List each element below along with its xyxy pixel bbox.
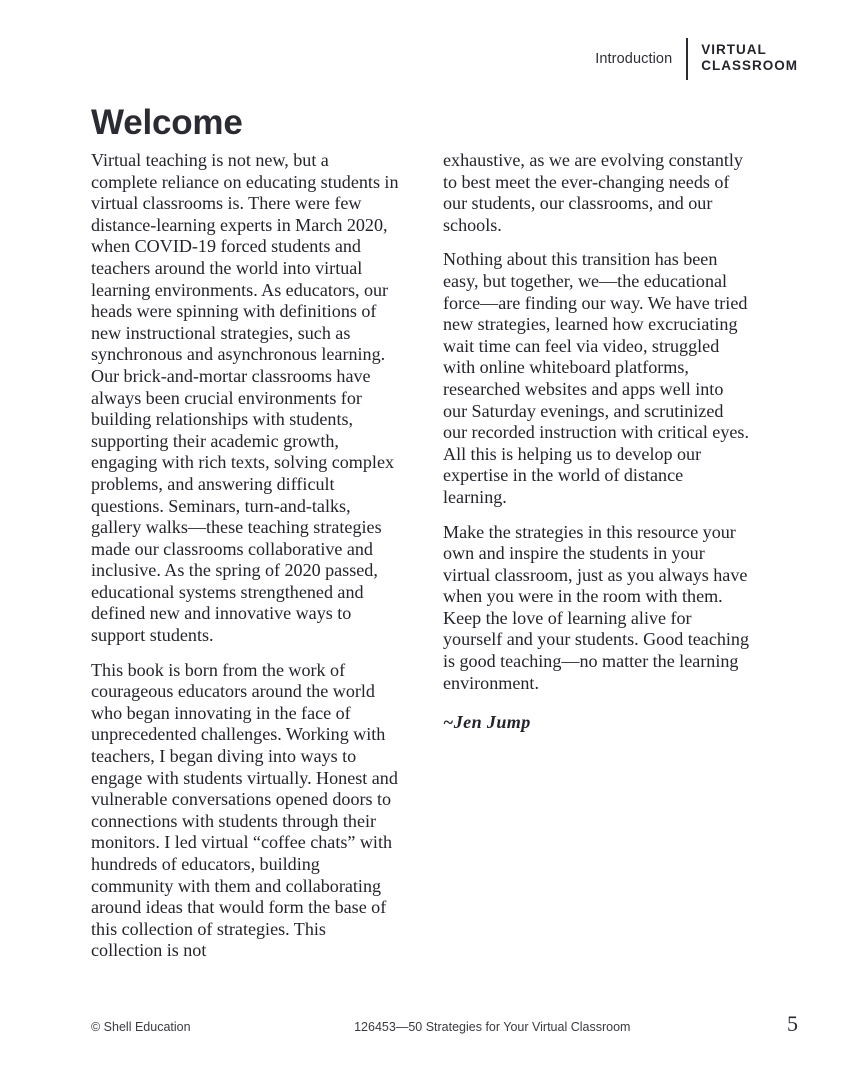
paragraph: Virtual teaching is not new, but a complete reliance on educating students in virtual classrooms is. There were few distance-learning experts in March 2020, when COVID-19 forced students and teachers around the world into virtual learning environments. As educators, our heads were spinning with definitions of new instructional strategies, such as synchronous and asynchronous learning. Our brick-and-mortar classrooms have always been crucial environments for building relationships with students, supporting their academic growth, engaging with rich texts, solving complex problems, and answering difficult questions. Seminars, turn-and-talks, gallery walks—these teaching strategies made our classrooms collaborative and inclusive. As the spring of 2020 passed, educational systems strengthened and defined new and innovative ways to support students. xyxy=(91,150,399,646)
paragraph: This book is born from the work of courageous educators around the world who began innovating in the face of unprecedented challenges. Working with teachers, I began diving into ways to engage with students virtually. Honest and vulnerable conversations opened doors to connections with students through their monitors. I led virtual “coffee chats” with hundreds of educators, building community with them and collaborating around ideas that would form the base of this collection of strategies. This collection is not xyxy=(91,659,398,961)
brand-line-2: CLASSROOM xyxy=(701,57,798,73)
body-columns xyxy=(91,150,751,962)
footer-copyright: © Shell Education xyxy=(91,1020,191,1034)
page-title: Welcome xyxy=(91,103,243,142)
running-head-brand xyxy=(688,38,798,73)
paragraph: exhaustive, as we are evolving constantly to best meet the ever-changing needs of our students, our classrooms, and our schools. xyxy=(443,150,743,235)
author-signature: ~Jen Jump xyxy=(443,712,531,733)
footer-title: 126453—50 Strategies for Your Virtual Classroom xyxy=(354,1020,631,1034)
page-footer xyxy=(91,1011,798,1037)
paragraph: Make the strategies in this resource your own and inspire the students in your virtual classroom, just as you always have when you were in the room with them. Keep the love of learning alive for yourself and your students. Good teaching is good teaching—no matter the learning environment. xyxy=(443,521,750,693)
brand-line-1: VIRTUAL xyxy=(701,42,767,57)
left-column xyxy=(91,150,399,962)
running-head xyxy=(595,38,798,80)
page-number: 5 xyxy=(787,1011,798,1036)
paragraph: Nothing about this transition has been easy, but together, we—the educational force—are finding our way. We have tried new strategies, learned how excruciating wait time can feel via video, struggled with online whiteboard platforms, researched websites and apps well into our Saturday evenings, and scrutinized our recorded instruction with critical eyes. All this is helping us to develop our expertise in the world of distance learning. xyxy=(443,249,749,507)
running-head-section-label: Introduction xyxy=(595,51,673,67)
right-column xyxy=(443,150,751,734)
